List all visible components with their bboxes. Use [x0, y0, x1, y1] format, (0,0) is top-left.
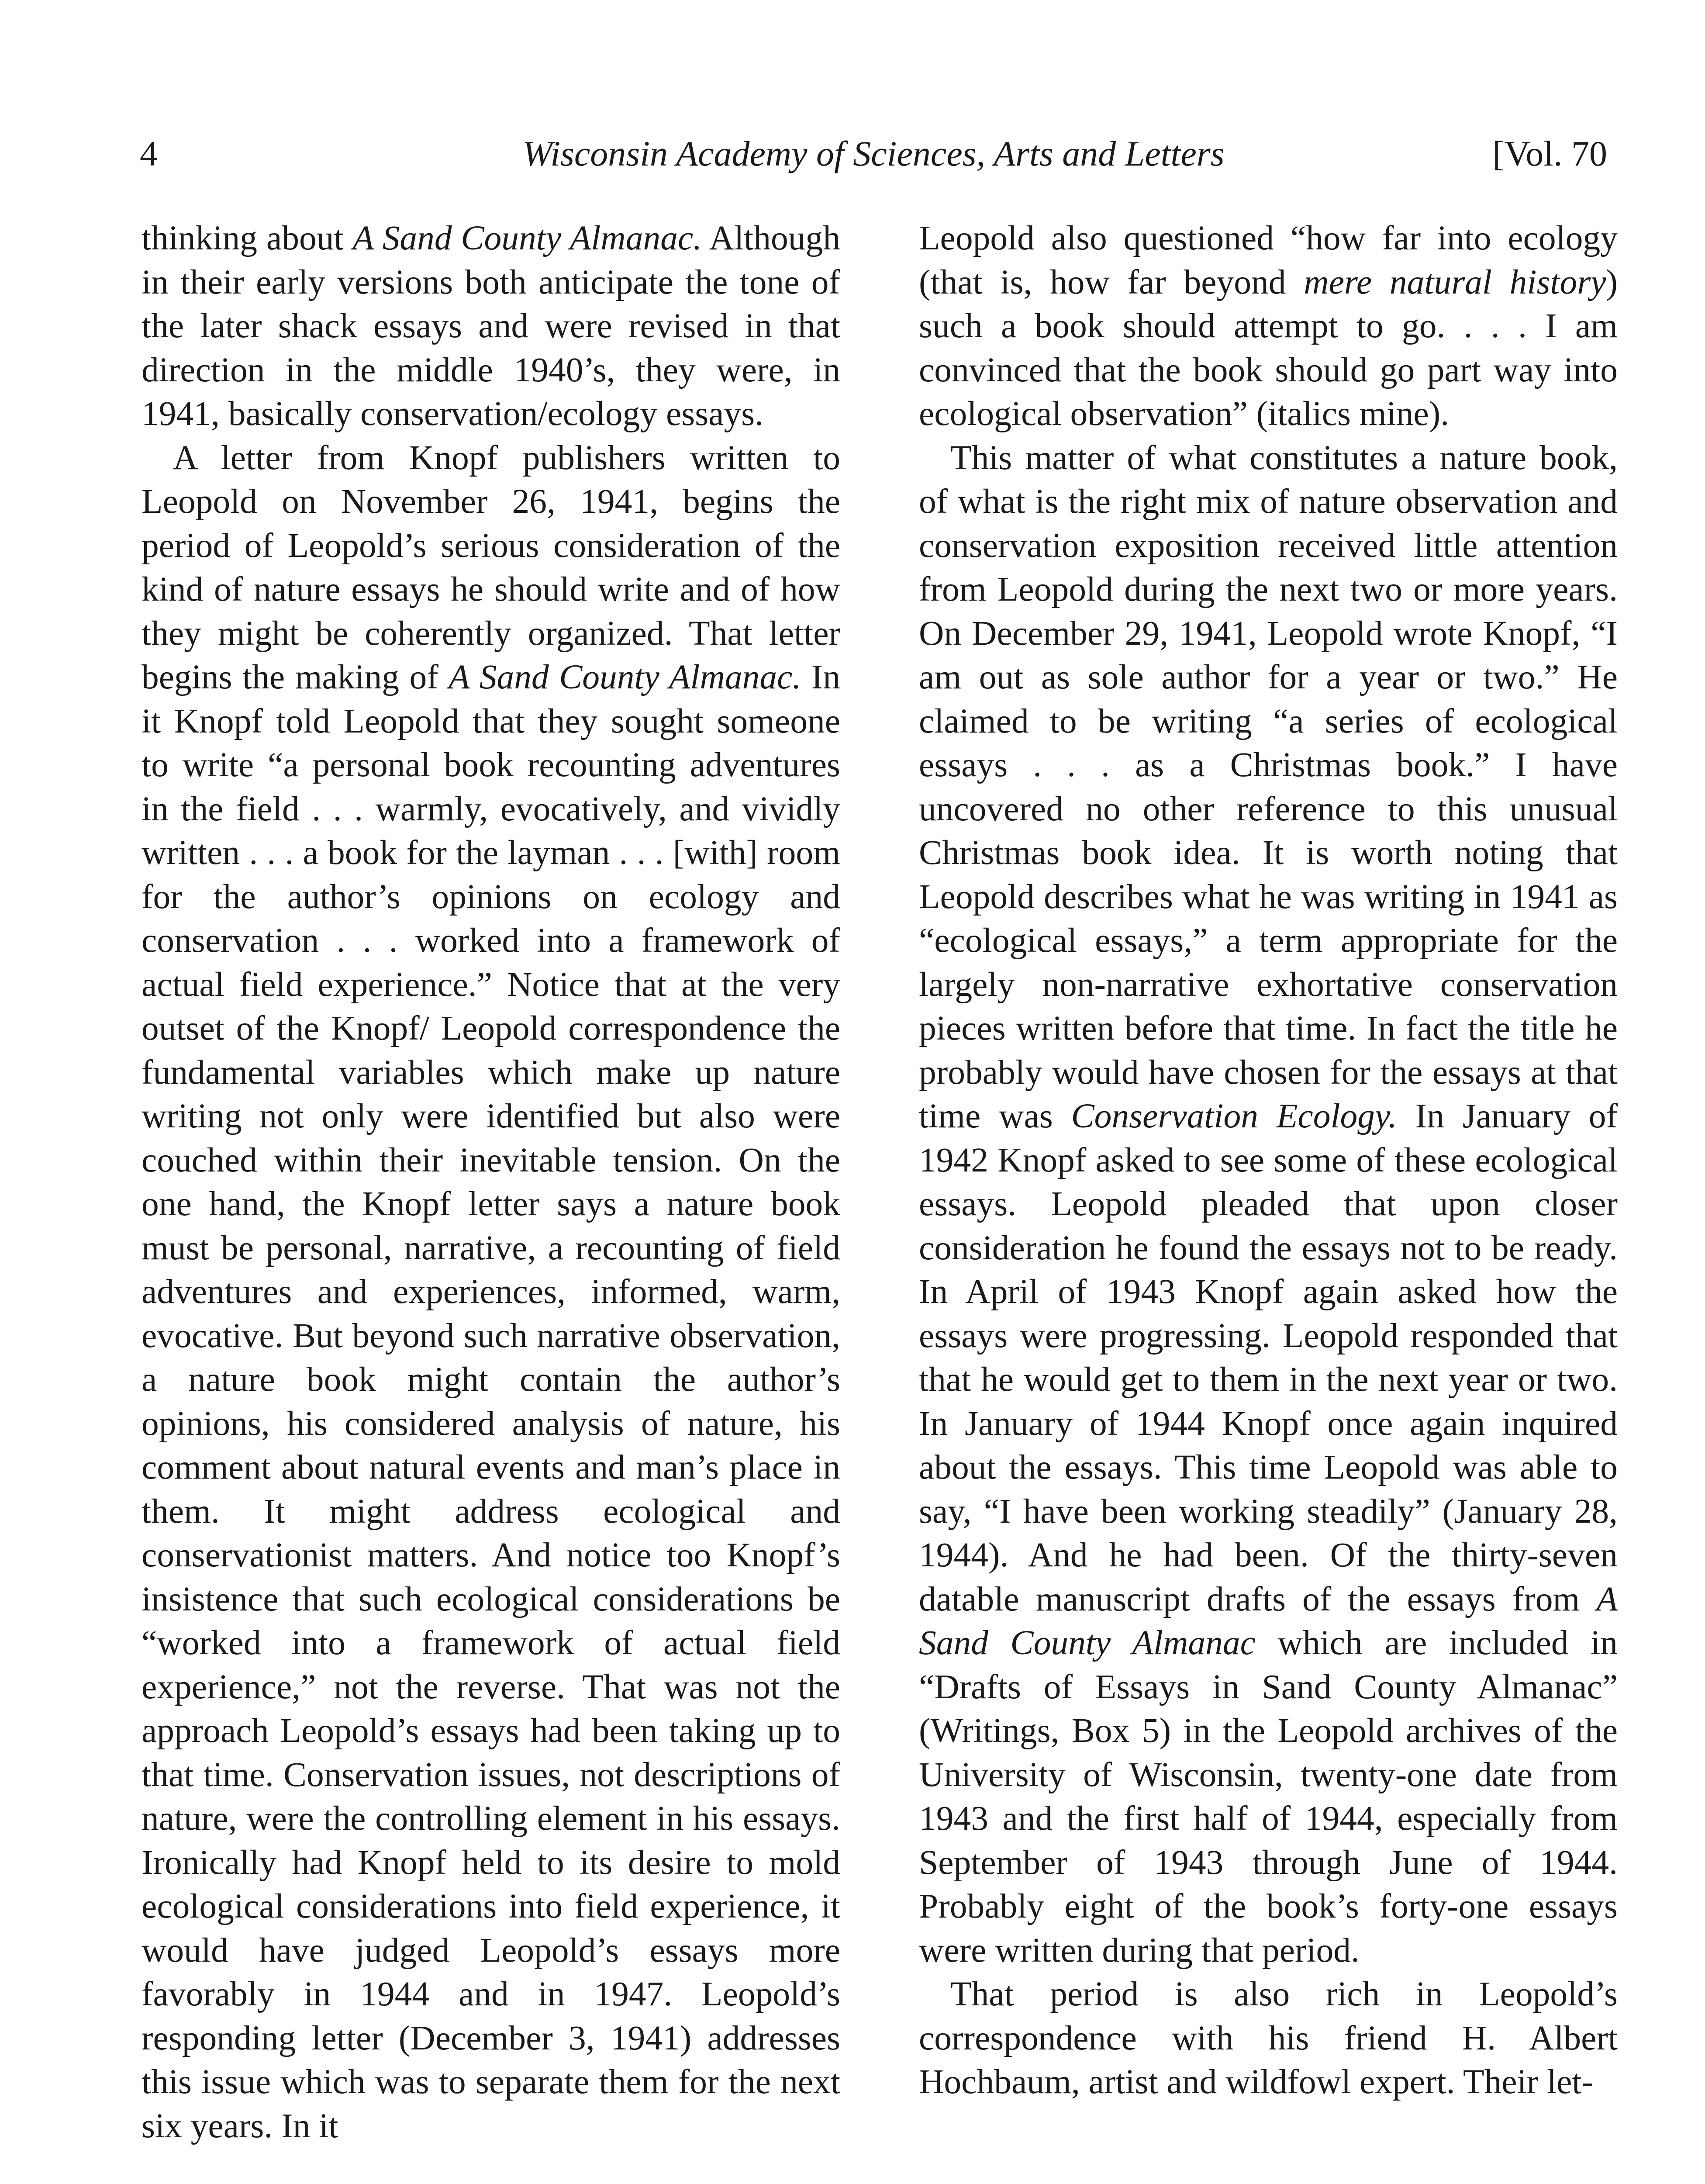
paragraph: That period is also rich in Leopold’s correspondence with his friend H. Albert Hochbaum, artist and wildfowl expert. Their let-	[919, 1975, 1618, 2101]
running-header	[140, 128, 1607, 180]
volume-label: [Vol. 70	[1492, 134, 1607, 173]
italic-phrase: mere natural history	[1304, 263, 1606, 301]
paragraph: thinking about A Sand County Almanac. Although in their early versions both anticipate the tone of the later shack essays and were revised in that direction in the middle 1940’s, they were, in 1941, basically conservation/ecology essays.	[142, 219, 841, 433]
paragraph: A letter from Knopf publishers written to Leopold on November 26, 1941, begins the period of Leopold’s serious consideration of the kind of nature essays he should write and of how they might be coherently organized. That letter begins the making of A Sand County Almanac. In it Knopf told Leopold that they sought someone to write “a personal book recounting adventures in the field . . . warmly, evocatively, and vividly written . . . a book for the layman . . . [with] room for the author’s opinions on ecology and conservation . . . worked into a framework of actual field experience.” Notice that at the very outset of the Knopf/ Leopold correspondence the fundamental variables which make up nature writing not only were identified but also were couched within their inevitable tension. On the one hand, the Knopf letter says a nature book must be personal, narrative, a recounting of field adventures and experiences, informed, warm, evocative. But beyond such narrative observation, a nature book might contain the author’s opinions, his considered analysis of nature, his comment about natural events and man’s place in them. It might address ecological and conservationist matters. And notice too Knopf’s insistence that such ecological considerations be “worked into a framework of actual field experience,” not the reverse. That was not the approach Leopold’s essays had been taking up to that time. Conservation issues, not descriptions of nature, were the controlling element in his essays. Ironically had Knopf held to its desire to mold ecological considerations into field experience, it would have judged Leopold’s essays more favorably in 1944 and in 1947. Leopold’s responding letter (December 3, 1941) addresses this issue which was to separate them for the next six years. In it	[142, 438, 840, 2145]
page-number: 4	[140, 134, 158, 173]
journal-title: Wisconsin Academy of Sciences, Arts and Letters	[522, 134, 1225, 173]
book-title: Conservation Ecology.	[1071, 1097, 1397, 1135]
paragraph: This matter of what constitutes a nature book, of what is the right mix of nature observation and conservation exposition received little attention from Leopold during the next two or more years. On December 29, 1941, Leopold wrote Knopf, “I am out as sole author for a year or two.” He claimed to be writing “a series of ecological essays . . . as a Christmas book.” I have uncovered no other reference to this unusual Christmas book idea. It is worth noting that Leopold describes what he was writing in 1941 as “ecological essays,” a term appropriate for the largely non-narrative exhortative conservation pieces written before that time. In fact the title he probably would have chosen for the essays at that time was Conservation Ecology. In January of 1942 Knopf asked to see some of these ecological essays. Leopold pleaded that upon closer consideration he found the essays not to be ready. In April of 1943 Knopf again asked how the essays were progressing. Leopold responded that that he would get to them in the next year or two. In January of 1944 Knopf once again inquired about the essays. This time Leopold was able to say, “I have been working steadily” (January 28, 1944). And he had been. Of the thirty-seven datable manuscript drafts of the essays from A Sand County Almanac which are included in “Drafts of Essays in Sand County Almanac” (Writings, Box 5) in the Leopold archives of the University of Wisconsin, twenty-one date from 1943 and the first half of 1944, especially from September of 1943 through June of 1944. Probably eight of the book’s forty-one essays were written during that period.	[919, 438, 1618, 1970]
book-title: A Sand County Almanac.	[449, 658, 801, 696]
left-column	[142, 216, 840, 2148]
paragraph: Leopold also questioned “how far into ecology (that is, how far beyond mere natural history) such a book should attempt to go. . . . I am convinced that the book should go part way into ecological observation” (italics mine).	[919, 219, 1618, 433]
book-title: A Sand County Almanac	[919, 1579, 1618, 1662]
book-title: A Sand County Almanac.	[352, 219, 702, 257]
right-column	[919, 216, 1618, 2104]
